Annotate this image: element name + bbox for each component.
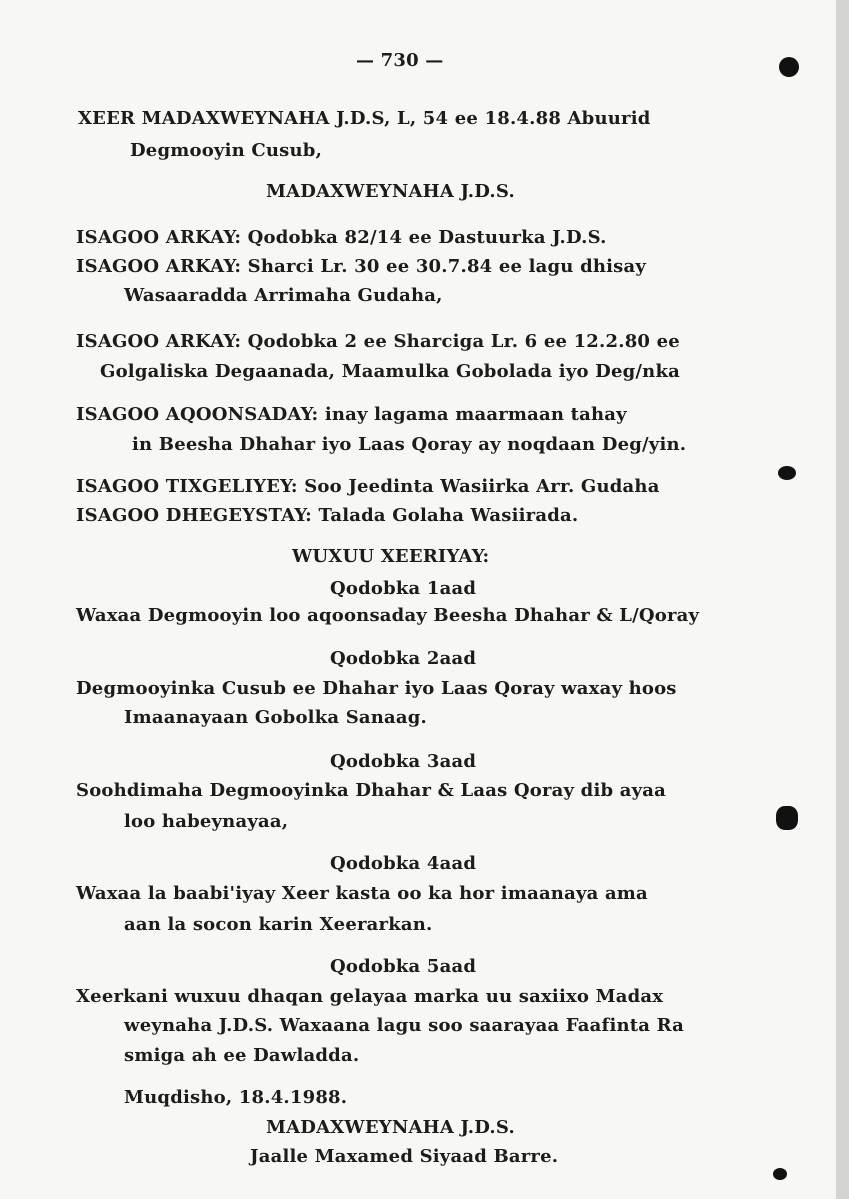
article-5-title: Qodobka 5aad: [330, 956, 477, 977]
article-5-line-3: smiga ah ee Dawladda.: [124, 1045, 360, 1066]
article-3-line-2: loo habeynayaa,: [124, 811, 289, 832]
article-2-title: Qodobka 2aad: [330, 648, 477, 669]
article-1-title: Qodobka 1aad: [330, 578, 477, 599]
preamble-line-5: Golgaliska Degaanada, Maamulka Gobolada iyo Deg/nka: [100, 361, 681, 382]
article-4-line-2: aan la socon karin Xeerarkan.: [124, 914, 433, 935]
article-3-title: Qodobka 3aad: [330, 751, 477, 772]
preamble-line-9: ISAGOO DHEGEYSTAY: Talada Golaha Wasiirada.: [76, 505, 579, 526]
heading-line-1: XEER MADAXWEYNAHA J.D.S, L, 54 ee 18.4.88 Abuurid: [78, 108, 651, 129]
preamble-line-8: ISAGOO TIXGELIYEY: Soo Jeedinta Wasiirka Arr. Gudaha: [76, 476, 660, 497]
ink-blot: [773, 1168, 787, 1180]
preamble-line-2: ISAGOO ARKAY: Sharci Lr. 30 ee 30.7.84 ee lagu dhisay: [76, 256, 647, 277]
signature-name: Jaalle Maxamed Siyaad Barre.: [250, 1146, 559, 1167]
ink-blot: [778, 466, 796, 480]
article-5-line-2: weynaha J.D.S. Waxaana lagu soo saarayaa Faafinta Ra: [124, 1015, 685, 1036]
article-1-line-1: Waxaa Degmooyin loo aqoonsaday Beesha Dhahar & L/Qoray: [76, 605, 700, 626]
preamble-line-4: ISAGOO ARKAY: Qodobka 2 ee Sharciga Lr. 6 ee 12.2.80 ee: [76, 331, 680, 352]
preamble-line-7: in Beesha Dhahar iyo Laas Qoray ay noqdaan Deg/yin.: [132, 434, 687, 455]
article-2-line-1: Degmooyinka Cusub ee Dhahar iyo Laas Qoray waxay hoos: [76, 678, 677, 699]
ink-blot: [776, 806, 798, 830]
issuer-title: MADAXWEYNAHA J.D.S.: [266, 181, 515, 202]
article-4-line-1: Waxaa la baabi'iyay Xeer kasta oo ka hor imaanaya ama: [76, 883, 648, 904]
preamble-line-6: ISAGOO AQOONSADAY: inay lagama maarmaan tahay: [76, 404, 627, 425]
preamble-line-1: ISAGOO ARKAY: Qodobka 82/14 ee Dastuurka J.D.S.: [76, 227, 607, 248]
article-4-title: Qodobka 4aad: [330, 853, 477, 874]
article-3-line-1: Soohdimaha Degmooyinka Dhahar & Laas Qoray dib ayaa: [76, 780, 666, 801]
decree-heading: WUXUU XEERIYAY:: [292, 546, 490, 567]
page-number: — 730 —: [356, 50, 444, 71]
article-2-line-2: Imaanayaan Gobolka Sanaag.: [124, 707, 428, 728]
scan-edge: [836, 0, 849, 1199]
article-5-line-1: Xeerkani wuxuu dhaqan gelayaa marka uu saxiixo Madax: [76, 986, 664, 1007]
preamble-line-3: Wasaaradda Arrimaha Gudaha,: [124, 285, 443, 306]
heading-line-2: Degmooyin Cusub,: [130, 140, 323, 161]
place-date: Muqdisho, 18.4.1988.: [124, 1087, 348, 1108]
signature-title: MADAXWEYNAHA J.D.S.: [266, 1117, 515, 1138]
ink-blot: [779, 57, 799, 77]
